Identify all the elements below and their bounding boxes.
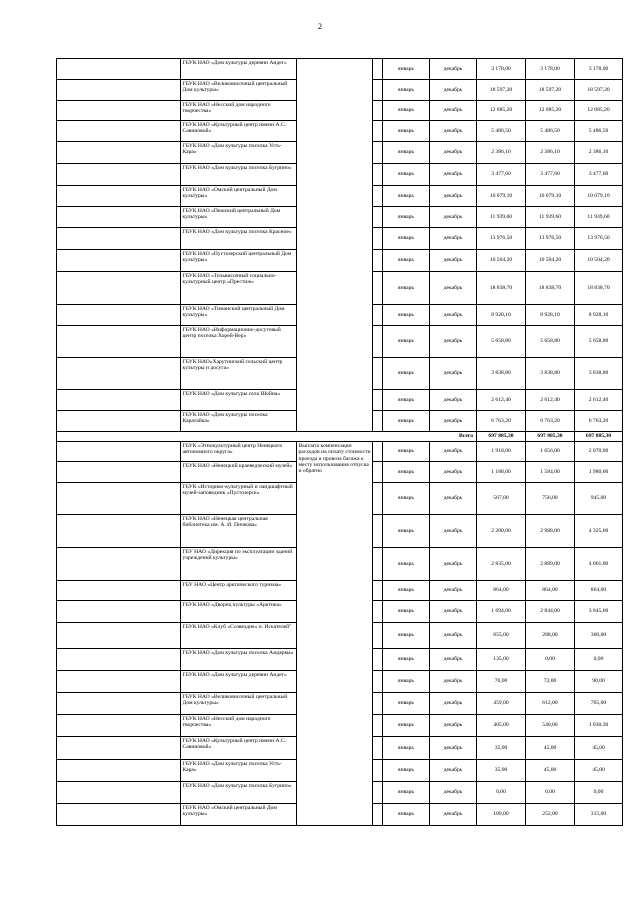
empty-cell	[57, 649, 181, 671]
value-year-2: 18 597,20	[526, 80, 575, 101]
value-year-1: 1 694,00	[477, 601, 526, 623]
value-year-3: 5 658,80	[575, 326, 623, 358]
value-year-3: 5 486,50	[575, 121, 623, 142]
end-month: декабрь	[430, 760, 477, 782]
empty-cell	[57, 326, 181, 358]
value-year-2: 18 838,70	[526, 272, 575, 305]
empty-cell	[373, 462, 383, 483]
budget-table	[56, 58, 623, 826]
value-year-3: 0,00	[575, 649, 623, 671]
empty-cell	[373, 59, 383, 80]
institution-name: ГБУК НАО «Дом культуры деревни Андег»	[181, 59, 297, 80]
start-month: январь	[383, 250, 430, 272]
empty-cell	[373, 623, 383, 649]
value-year-2: 6 763,20	[526, 411, 575, 432]
institution-name: ГБУК НАО «Информационно-досуговый центр поселка Хорей-Вер»	[181, 326, 297, 358]
empty-cell	[373, 101, 383, 121]
value-year-2: 13 976,50	[526, 228, 575, 250]
empty-cell	[57, 305, 181, 326]
empty-cell	[57, 760, 181, 782]
value-year-1: 18 597,20	[477, 80, 526, 101]
start-month: январь	[383, 207, 430, 228]
value-year-1: 405,00	[477, 715, 526, 737]
value-year-1: 13 976,50	[477, 228, 526, 250]
empty-cell	[373, 305, 383, 326]
start-month: январь	[383, 305, 430, 326]
institution-name: ГБУК НАО «Омский центральный Дом культуры»	[181, 804, 297, 826]
value-year-1: 5 658,80	[477, 326, 526, 358]
empty-cell	[373, 760, 383, 782]
value-year-3: 360,00	[575, 623, 623, 649]
institution-name: ГБУК НАО «Несский дом народного творчества»	[181, 101, 297, 121]
empty-cell	[57, 186, 181, 207]
value-year-3: 45,00	[575, 737, 623, 760]
empty-cell	[373, 515, 383, 548]
empty-cell	[57, 581, 181, 601]
start-month: январь	[383, 186, 430, 207]
value-year-2: 0,00	[526, 782, 575, 804]
end-month: декабрь	[430, 358, 477, 390]
value-year-3: 945,00	[575, 483, 623, 515]
empty-cell	[57, 207, 181, 228]
end-month: декабрь	[430, 804, 477, 826]
end-month: декабрь	[430, 671, 477, 693]
value-year-2: 2 844,00	[526, 601, 575, 623]
institution-name: ГБУК НАО «Несский дом народного творчества»	[181, 715, 297, 737]
end-month: декабрь	[430, 483, 477, 515]
value-year-2: 5 486,50	[526, 121, 575, 142]
empty-cell	[373, 804, 383, 826]
total-value-year-2: 697 885,30	[526, 432, 575, 442]
value-year-2: 5 658,80	[526, 326, 575, 358]
value-year-1: 18 838,70	[477, 272, 526, 305]
end-month: декабрь	[430, 305, 477, 326]
end-month: декабрь	[430, 548, 477, 581]
value-year-2: 45,00	[526, 737, 575, 760]
value-year-1: 11 939,60	[477, 207, 526, 228]
value-year-1: 3 178,00	[477, 59, 526, 80]
value-year-3: 3 845,00	[575, 601, 623, 623]
empty-cell	[373, 164, 383, 186]
value-year-2: 252,00	[526, 804, 575, 826]
empty-cell	[373, 272, 383, 305]
end-month: декабрь	[430, 693, 477, 715]
empty-cell	[57, 804, 181, 826]
institution-name: ГБУ НАО «Центр арктического туризма»	[181, 581, 297, 601]
institution-name: ГБУК НАО «Культурный центр имени А.С. Савиновой»	[181, 737, 297, 760]
value-year-1: 135,00	[477, 649, 526, 671]
start-month: январь	[383, 326, 430, 358]
start-month: январь	[383, 782, 430, 804]
institution-name: ГБУК НАО «Пешский центральный Дом культуры»	[181, 207, 297, 228]
value-year-3: 315,00	[575, 804, 623, 826]
value-year-3: 3 838,80	[575, 358, 623, 390]
value-year-3: 8 928,10	[575, 305, 623, 326]
start-month: январь	[383, 80, 430, 101]
value-year-3: 18 597,20	[575, 80, 623, 101]
institution-name: ГБУ НАО «Дирекция по эксплуатации зданий учреждений культуры»	[181, 548, 297, 581]
empty-cell	[373, 228, 383, 250]
empty-cell	[373, 737, 383, 760]
empty-cell	[373, 121, 383, 142]
end-month: декабрь	[430, 326, 477, 358]
start-month: январь	[383, 411, 430, 432]
value-year-3: 3 477,60	[575, 164, 623, 186]
start-month: январь	[383, 59, 430, 80]
start-month: январь	[383, 737, 430, 760]
institution-name: ГБУК НАО «Дворец культуры «Арктика»	[181, 601, 297, 623]
start-month: январь	[383, 649, 430, 671]
end-month: декабрь	[430, 601, 477, 623]
value-year-3: 0,00	[575, 782, 623, 804]
end-month: декабрь	[430, 228, 477, 250]
empty-cell	[57, 121, 181, 142]
institution-name: ГБУК НАО «Пустозерский центральный Дом культуры»	[181, 250, 297, 272]
value-year-3: 10 079,10	[575, 186, 623, 207]
empty-cell	[57, 601, 181, 623]
empty-cell	[373, 390, 383, 411]
empty-cell	[57, 228, 181, 250]
end-month: декабрь	[430, 442, 477, 462]
value-year-1: 10 504,20	[477, 250, 526, 272]
empty-cell	[57, 358, 181, 390]
end-month: декабрь	[430, 121, 477, 142]
value-year-1: 2 835,00	[477, 548, 526, 581]
value-year-1: 8 928,10	[477, 305, 526, 326]
start-month: январь	[383, 693, 430, 715]
empty-cell	[373, 411, 383, 432]
value-year-3: 12 085,20	[575, 101, 623, 121]
end-month: декабрь	[430, 59, 477, 80]
end-month: декабрь	[430, 411, 477, 432]
empty-cell	[373, 601, 383, 623]
empty-cell	[57, 164, 181, 186]
value-year-3: 18 838,70	[575, 272, 623, 305]
start-month: январь	[383, 515, 430, 548]
end-month: декабрь	[430, 515, 477, 548]
empty-cell	[373, 142, 383, 164]
start-month: январь	[383, 272, 430, 305]
value-year-2: 612,00	[526, 693, 575, 715]
institution-name: ГБУК НАО «Дом культуры поселка Бугрино»	[181, 164, 297, 186]
institution-name: ГБУК НАО «Дом культуры села Шойна»	[181, 390, 297, 411]
start-month: январь	[383, 358, 430, 390]
empty-cell	[57, 59, 181, 80]
empty-cell	[57, 411, 181, 432]
page-number: 2	[318, 22, 322, 31]
value-year-3: 45,00	[575, 760, 623, 782]
value-year-3: 4 325,00	[575, 515, 623, 548]
value-year-3: 13 976,50	[575, 228, 623, 250]
empty-cell	[57, 693, 181, 715]
empty-cell	[57, 250, 181, 272]
value-year-1: 2 386,10	[477, 142, 526, 164]
empty-cell	[57, 483, 181, 515]
empty-cell	[373, 80, 383, 101]
institution-name: ГБУК НАО «Клуб «Созвездие» п. Искателей"	[181, 623, 297, 649]
purpose-cell	[297, 59, 373, 432]
value-year-1: 855,00	[477, 623, 526, 649]
institution-name: ГБУК НАО«Харутинский сельский центр культуры и досуга»	[181, 358, 297, 390]
value-year-1: 35,00	[477, 737, 526, 760]
empty-cell	[373, 782, 383, 804]
institution-name: ГБУК НАО «Ненецкая центральная библиотека им. А. И. Пичкова»	[181, 515, 297, 548]
value-year-3: 1 030,30	[575, 715, 623, 737]
end-month: декабрь	[430, 715, 477, 737]
value-year-2: 2 988,00	[526, 515, 575, 548]
value-year-3: 2 070,00	[575, 442, 623, 462]
value-year-1: 10 079,10	[477, 186, 526, 207]
value-year-2: 756,00	[526, 483, 575, 515]
value-year-3: 3 178,00	[575, 59, 623, 80]
value-year-1: 567,00	[477, 483, 526, 515]
end-month: декабрь	[430, 186, 477, 207]
end-month: декабрь	[430, 142, 477, 164]
institution-name: ГБУК НАО «Дом культуры поселка Усть-Кара»	[181, 142, 297, 164]
value-year-3: 4 061,00	[575, 548, 623, 581]
value-year-2: 8 928,10	[526, 305, 575, 326]
empty-cell	[57, 442, 181, 462]
value-year-1: 2 200,00	[477, 515, 526, 548]
institution-name: ГБУК «Этнокультурный центр Ненецкого автономного округа»	[181, 442, 297, 462]
value-year-3: 2 612,40	[575, 390, 623, 411]
end-month: декабрь	[430, 164, 477, 186]
institution-name: ГБУК НАО «Тиманский центральный Дом культуры»	[181, 305, 297, 326]
value-year-2: 2 386,10	[526, 142, 575, 164]
value-year-2: 864,00	[526, 581, 575, 601]
start-month: январь	[383, 548, 430, 581]
start-month: январь	[383, 228, 430, 250]
institution-name: ГБУК НАО «Дом культуры поселка Красное»	[181, 228, 297, 250]
institution-name: ГБУК НАО «Ненецкий краеведческий музей»	[181, 462, 297, 483]
value-year-3: 864,00	[575, 581, 623, 601]
value-year-1: 6 763,20	[477, 411, 526, 432]
value-year-2: 45,00	[526, 760, 575, 782]
start-month: январь	[383, 101, 430, 121]
value-year-3: 1 980,00	[575, 462, 623, 483]
empty-cell	[57, 548, 181, 581]
end-month: декабрь	[430, 737, 477, 760]
value-year-2: 2 612,40	[526, 390, 575, 411]
empty-cell	[373, 693, 383, 715]
empty-cell	[57, 715, 181, 737]
empty-cell	[57, 623, 181, 649]
start-month: январь	[383, 581, 430, 601]
value-year-1: 35,00	[477, 760, 526, 782]
end-month: декабрь	[430, 390, 477, 411]
value-year-1: 70,00	[477, 671, 526, 693]
start-month: январь	[383, 462, 430, 483]
institution-name: ГБУК НАО «Великовисочный центральный Дом культуры»	[181, 80, 297, 101]
institution-name: ГБУК НАО «Дом культуры поселка Бугрино»	[181, 782, 297, 804]
empty-cell	[373, 250, 383, 272]
empty-cell	[57, 101, 181, 121]
empty-cell	[57, 737, 181, 760]
empty-cell	[373, 671, 383, 693]
value-year-3: 11 939,60	[575, 207, 623, 228]
start-month: январь	[383, 483, 430, 515]
value-year-2: 2 889,00	[526, 548, 575, 581]
total-row	[57, 432, 623, 442]
empty-cell	[373, 442, 383, 462]
value-year-1: 2 612,40	[477, 390, 526, 411]
end-month: декабрь	[430, 80, 477, 101]
start-month: январь	[383, 121, 430, 142]
value-year-1: 3 477,60	[477, 164, 526, 186]
purpose-cell: Выплата компенсации расходов на оплату стоимости проезда и провоза багажа к месту использования отпуска и обратно	[297, 442, 373, 826]
empty-cell	[373, 483, 383, 515]
empty-cell	[373, 581, 383, 601]
value-year-2: 3 178,00	[526, 59, 575, 80]
institution-name: ГБУК НАО «Дом культуры деревни Андег»	[181, 671, 297, 693]
total-value-year-1: 697 885,30	[477, 432, 526, 442]
value-year-2: 3 838,80	[526, 358, 575, 390]
end-month: декабрь	[430, 581, 477, 601]
value-year-2: 11 939,60	[526, 207, 575, 228]
value-year-3: 6 763,20	[575, 411, 623, 432]
value-year-2: 10 079,10	[526, 186, 575, 207]
value-year-1: 1 188,00	[477, 462, 526, 483]
value-year-2: 1 584,00	[526, 462, 575, 483]
empty-cell	[373, 186, 383, 207]
start-month: январь	[383, 760, 430, 782]
value-year-1: 189,00	[477, 804, 526, 826]
empty-cell	[57, 142, 181, 164]
institution-name: ГБУК «Историко-культурный и ландшафтный музей-заповедник «Пустозерск»	[181, 483, 297, 515]
value-year-1: 5 486,50	[477, 121, 526, 142]
value-year-2: 288,00	[526, 623, 575, 649]
end-month: декабрь	[430, 782, 477, 804]
value-year-2: 10 504,20	[526, 250, 575, 272]
value-year-1: 3 838,80	[477, 358, 526, 390]
institution-name: ГБУК НАО «Омский центральный Дом культуры»	[181, 186, 297, 207]
value-year-2: 540,00	[526, 715, 575, 737]
institution-name: ГБУК НАО «Дом культуры поселка Каратайка»	[181, 411, 297, 432]
start-month: январь	[383, 442, 430, 462]
value-year-3: 90,00	[575, 671, 623, 693]
value-year-3: 765,00	[575, 693, 623, 715]
value-year-1: 864,00	[477, 581, 526, 601]
start-month: январь	[383, 142, 430, 164]
table-row	[57, 59, 623, 80]
start-month: январь	[383, 390, 430, 411]
start-month: январь	[383, 623, 430, 649]
end-month: декабрь	[430, 250, 477, 272]
value-year-1: 12 085,20	[477, 101, 526, 121]
table-row	[57, 442, 623, 462]
end-month: декабрь	[430, 207, 477, 228]
empty-cell	[57, 462, 181, 483]
empty-cell	[57, 782, 181, 804]
value-year-2: 3 477,60	[526, 164, 575, 186]
institution-name: ГБУК НАО «Тельвисочный социально-культурный центр «Престиж»	[181, 272, 297, 305]
start-month: январь	[383, 164, 430, 186]
end-month: декабрь	[430, 101, 477, 121]
empty-cell	[57, 515, 181, 548]
value-year-2: 12 085,20	[526, 101, 575, 121]
empty-cell	[57, 390, 181, 411]
institution-name: ГБУК НАО «Культурный центр имени А.С. Савиновой»	[181, 121, 297, 142]
value-year-1: 0,00	[477, 782, 526, 804]
empty-cell	[373, 649, 383, 671]
empty-cell	[373, 207, 383, 228]
end-month: декабрь	[430, 272, 477, 305]
total-value-year-3: 697 885,30	[575, 432, 623, 442]
empty-cell	[373, 326, 383, 358]
end-month: декабрь	[430, 623, 477, 649]
start-month: январь	[383, 601, 430, 623]
value-year-2: 0,00	[526, 649, 575, 671]
end-month: декабрь	[430, 462, 477, 483]
value-year-2: 72,00	[526, 671, 575, 693]
start-month: январь	[383, 715, 430, 737]
start-month: январь	[383, 671, 430, 693]
institution-name: ГБУК НАО «Дом культуры поселка Усть-Кара»	[181, 760, 297, 782]
value-year-3: 10 504,20	[575, 250, 623, 272]
end-month: декабрь	[430, 649, 477, 671]
total-label: Всего	[57, 432, 477, 442]
empty-cell	[57, 671, 181, 693]
institution-name: ГБУК НАО «Великовисочный центральный Дом культуры»	[181, 693, 297, 715]
empty-cell	[373, 548, 383, 581]
institution-name: ГБУК НАО «Дом культуры поселка Амдерма»	[181, 649, 297, 671]
start-month: январь	[383, 804, 430, 826]
value-year-1: 459,00	[477, 693, 526, 715]
value-year-3: 2 386,10	[575, 142, 623, 164]
empty-cell	[57, 272, 181, 305]
value-year-2: 1 656,00	[526, 442, 575, 462]
empty-cell	[57, 80, 181, 101]
empty-cell	[373, 715, 383, 737]
value-year-1: 1 918,00	[477, 442, 526, 462]
empty-cell	[373, 358, 383, 390]
